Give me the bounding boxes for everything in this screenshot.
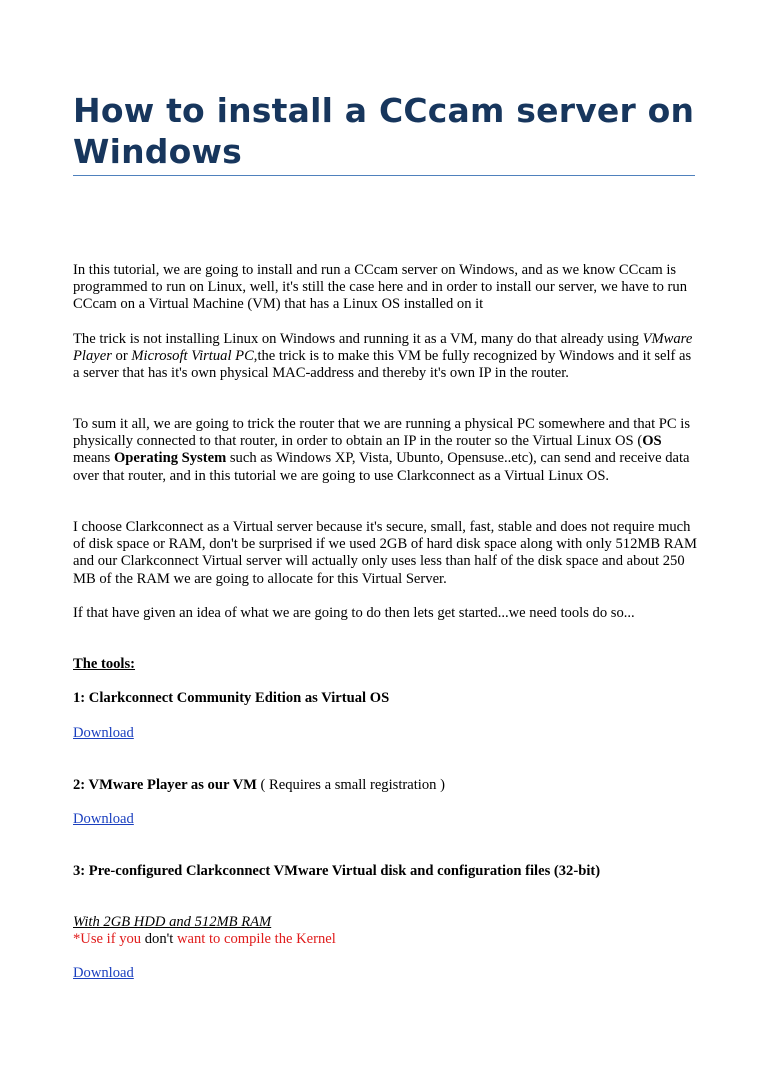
paragraph-trick xyxy=(73,331,698,383)
download-link-2[interactable]: Download xyxy=(73,811,134,827)
p3-os: OS xyxy=(642,433,662,450)
p3-means: means xyxy=(73,450,114,467)
paragraph-sum xyxy=(73,416,698,485)
title-underline xyxy=(73,175,695,176)
compile-note-b: don't xyxy=(141,931,177,947)
tool-2-note: ( Requires a small registration ) xyxy=(256,777,445,793)
download-link-3[interactable]: Download xyxy=(73,965,134,981)
p3-text-2: such as Windows XP, Vista, Ubunto, Opensuse..etc), can send and receive data over that router, and in this tutorial we are going to use Clarkconnect as a Virtual Linux OS. xyxy=(73,450,690,484)
p2-or: or xyxy=(111,348,132,365)
p2-vmware: VMware Player xyxy=(73,331,693,365)
p2-msvpc: Microsoft Virtual PC xyxy=(131,348,254,365)
compile-note xyxy=(73,931,698,948)
p2-text-1: The trick is not installing Linux on Windows and running it as a VM, many do that already using xyxy=(73,331,643,347)
tool-2-title xyxy=(73,777,698,794)
compile-note-a: *Use if you xyxy=(73,931,142,947)
p2-text-2: ,the trick is to make this VM be fully recognized by Windows and it self as a server that has it's own physical MAC-address and thereby it's own IP in the router. xyxy=(73,348,692,382)
download-link-1[interactable]: Download xyxy=(73,725,134,741)
compile-note-c: want to compile the Kernel xyxy=(176,931,336,947)
tool-2-name: 2: VMware Player as our VM xyxy=(73,777,257,793)
tools-heading: The tools: xyxy=(73,656,136,672)
p3-text-1: To sum it all, we are going to trick the router that we are running a physical PC somewhere and that PC is physically connected to that router, in order to obtain an IP in the router so the Virtual Linux OS ( xyxy=(73,416,691,450)
hdd-note: With 2GB HDD and 512MB RAM xyxy=(73,914,272,930)
tool-3-title: 3: Pre-configured Clarkconnect VMware Virtual disk and configuration files (32-bit) xyxy=(73,863,601,879)
intro-paragraph: In this tutorial, we are going to install and run a CCcam server on Windows, and as we know CCcam is programmed to run on Linux, well, it's still the case here and in order to install our server, we have to run CCcam on a Virtual Machine (VM) that has a Linux OS installed on it xyxy=(73,262,688,313)
p3-opsys: Operating System xyxy=(113,450,227,467)
paragraph-start: If that have given an idea of what we are going to do then lets get started...we need tools do so... xyxy=(73,605,635,621)
page-title: How to install a CCcam server on Windows xyxy=(73,91,695,171)
tool-1-title: 1: Clarkconnect Community Edition as Virtual OS xyxy=(73,690,390,706)
paragraph-choice: I choose Clarkconnect as a Virtual server because it's secure, small, fast, stable and does not require much of disk space or RAM, don't be surprised if we used 2GB of hard disk space along with only 512MB RAM and our Clarkconnect Virtual server will actually only uses less than half of the disk space and about 250 MB of the RAM we are going to allocate for this Virtual Server. xyxy=(73,519,698,587)
